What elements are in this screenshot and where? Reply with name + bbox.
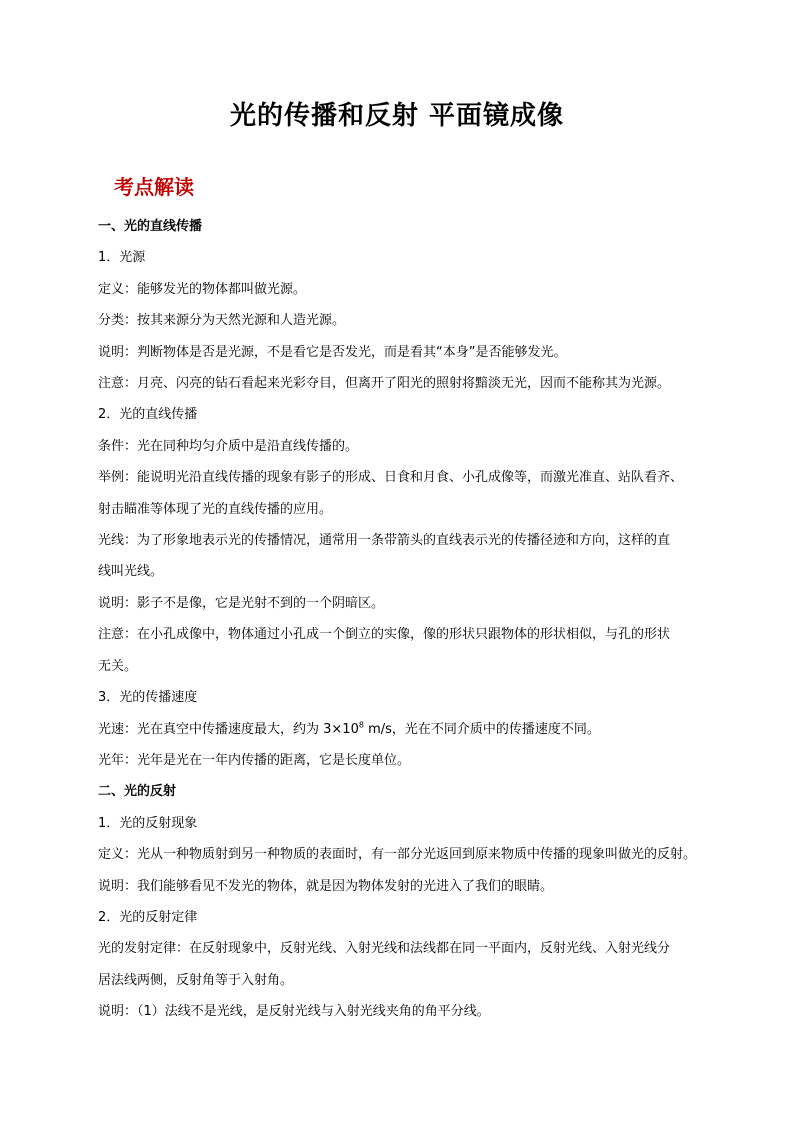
- subheading-rectilinear: 2．光的直线传播: [98, 407, 198, 423]
- paragraph-line: 光年：光年是光在一年内传播的距离，它是长度单位。: [98, 752, 411, 768]
- heading-rectilinear-propagation: 一、光的直线传播: [98, 219, 203, 234]
- paragraph-line: 条件：光在同种均匀介质中是沿直线传播的。: [98, 438, 359, 454]
- paragraph-line: 光线：为了形象地表示光的传播情况，通常用一条带箭头的直线表示光的传播径迹和方向，这样的直: [98, 533, 671, 549]
- heading-reflection: 二、光的反射: [98, 784, 177, 800]
- speed-text-a: 光速：光在真空中传播速度最大，约为 3×10: [98, 721, 359, 737]
- paragraph-line: 无关。: [98, 658, 138, 674]
- paragraph-line: 光的发射定律：在反射现象中，反射光线、入射光线和法线都在同一平面内，反射光线、入射光线分: [98, 941, 671, 957]
- subheading-light-source: 1．光源: [98, 250, 146, 266]
- paragraph-line: 分类：按其来源分为天然光源和人造光源。: [98, 313, 346, 329]
- paragraph-line: 定义：能够发光的物体都叫做光源。: [98, 281, 307, 297]
- paragraph-line: 说明：（1）法线不是光线，是反射光线与入射光线夹角的角平分线。: [98, 1004, 490, 1020]
- speed-exponent: 8: [358, 720, 364, 730]
- document-title: 光的传播和反射 平面镜成像: [229, 101, 565, 131]
- subheading-reflection-phenomenon: 1．光的反射现象: [98, 815, 198, 831]
- paragraph-line: 定义：光从一种物质射到另一种物质的表面时，有一部分光返回到原来物质中传播的现象叫做光的反射。: [98, 847, 697, 863]
- paragraph-line: 射击瞄准等体现了光的直线传播的应用。: [98, 501, 333, 517]
- paragraph-line: 注意：在小孔成像中，物体通过小孔成一个倒立的实像，像的形状只跟物体的形状相似，与孔的形状: [98, 627, 671, 643]
- speed-text-b: m/s，光在不同介质中的传播速度不同。: [363, 721, 600, 737]
- paragraph-line: 举例：能说明光沿直线传播的现象有影子的形成、日食和月食、小孔成像等，而激光准直、站队看齐、: [98, 470, 684, 486]
- paragraph-line: 线叫光线。: [98, 564, 164, 580]
- paragraph-line-speed: [98, 714, 726, 745]
- paragraph-line: 注意：月亮、闪亮的钻石看起来光彩夺目，但离开了阳光的照射将黯淡无光，因而不能称其为光源。: [98, 376, 671, 392]
- subheading-speed: 3．光的传播速度: [98, 690, 198, 706]
- paragraph-line: 说明：影子不是像，它是光射不到的一个阴暗区。: [98, 595, 385, 611]
- subheading-reflection-law: 2．光的反射定律: [98, 909, 198, 925]
- paragraph-line: 说明：判断物体是否是光源，不是看它是否发光，而是看其“本身”是否能够发光。: [98, 344, 567, 360]
- section-heading: 考点解读: [114, 175, 194, 199]
- paragraph-line: 居法线两侧，反射角等于入射角。: [98, 972, 294, 988]
- document-body: [98, 211, 726, 1028]
- paragraph-line: 说明：我们能够看见不发光的物体，就是因为物体发射的光进入了我们的眼睛。: [98, 878, 554, 894]
